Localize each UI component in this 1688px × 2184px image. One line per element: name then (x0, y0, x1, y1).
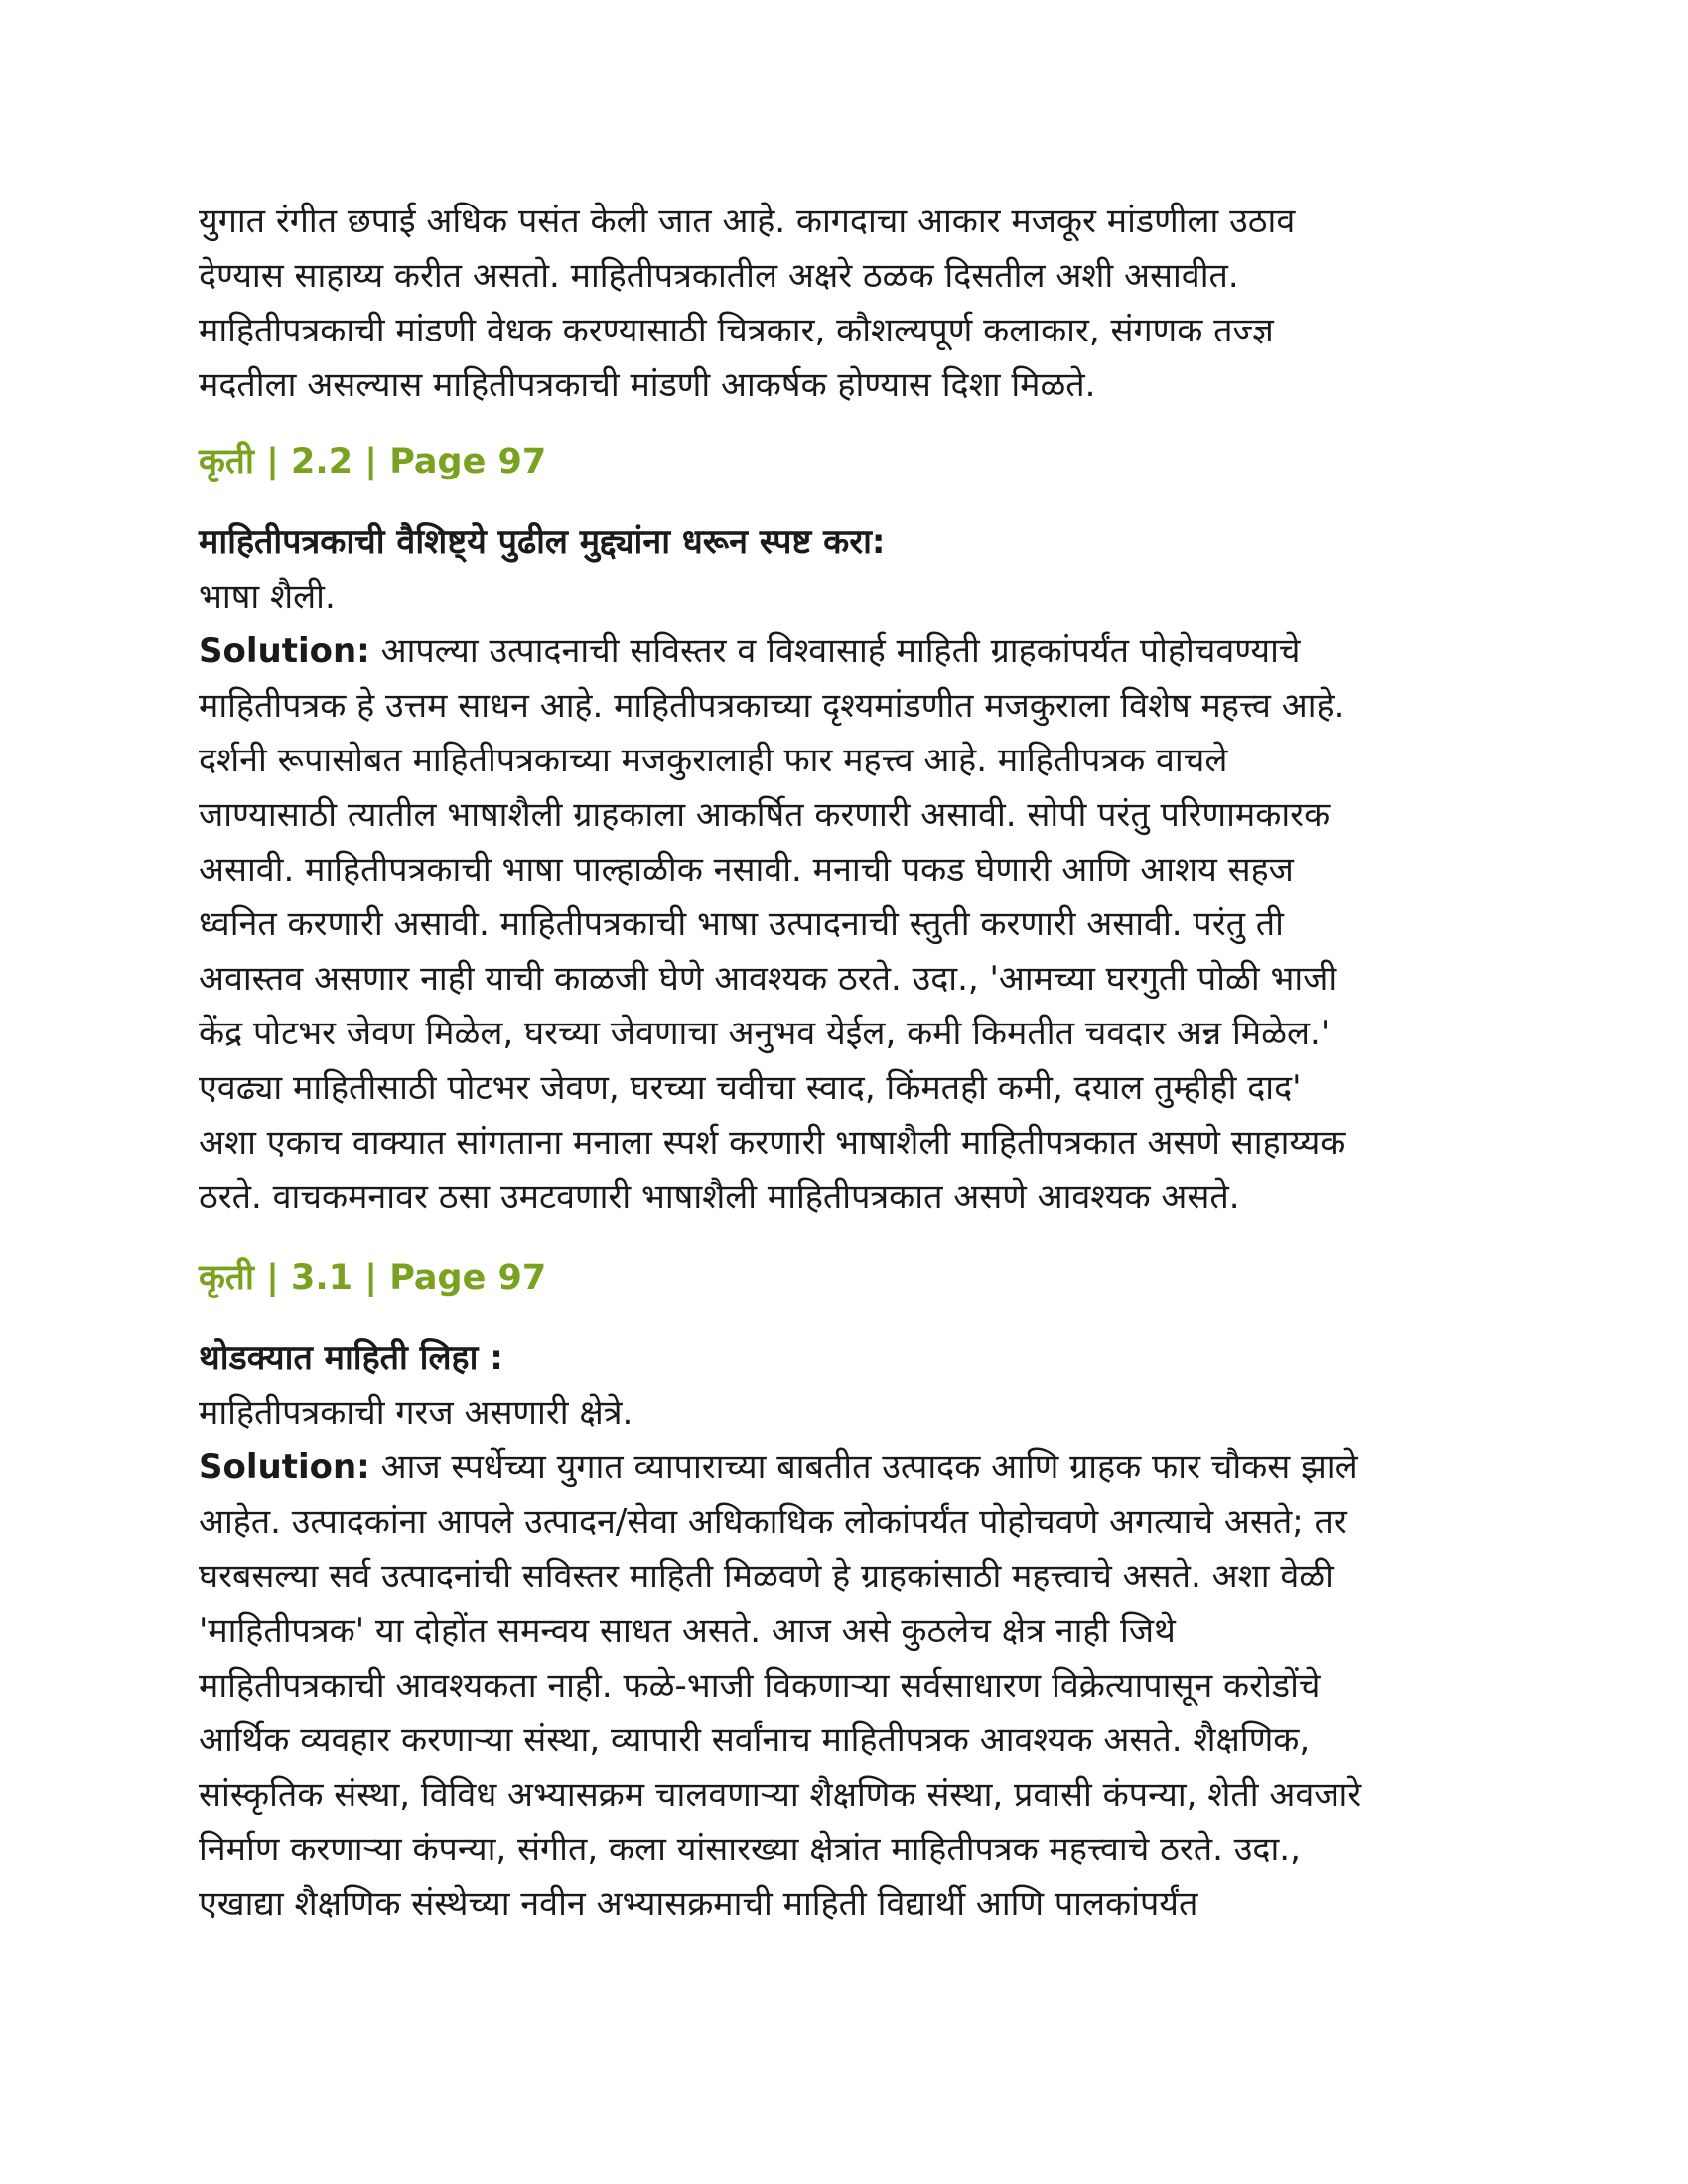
solution-line: केंद्र पोटभर जेवण मिळेल, घरच्या जेवणाचा अनुभव येईल, कमी किमतीत चवदार अन्न मिळेल.' (199, 1014, 1331, 1053)
solution-line: सांस्कृतिक संस्था, विविध अभ्यासक्रम चालवणाऱ्या शैक्षणिक संस्था, प्रवासी कंपन्या, शेती अवजारे (199, 1775, 1362, 1815)
solution-line: दर्शनी रूपासोबत माहितीपत्रकाच्या मजकुरालाही फार महत्त्व आहे. माहितीपत्रक वाचले (199, 741, 1228, 780)
question-title: माहितीपत्रकाची वैशिष्ट्ये पुढील मुद्द्यांना धरून स्पष्ट करा: (199, 522, 886, 562)
solution-line: एखाद्या शैक्षणिक संस्थेच्या नवीन अभ्यासक्रमाची माहिती विद्यार्थी आणि पालकांपर्यंत (199, 1884, 1198, 1924)
solution-line: जाण्यासाठी त्यातील भाषाशैली ग्राहकाला आकर्षित करणारी असावी. सोपी परंतु परिणामकारक (199, 795, 1331, 835)
solution-text: आपल्या उत्पादनाची सविस्तर व विश्वासार्ह माहिती ग्राहकांपर्यंत पोहोचवण्याचे (369, 631, 1301, 671)
solution-line: अशा एकाच वाक्यात सांगताना मनाला स्पर्श करणारी भाषाशैली माहितीपत्रकात असणे साहाय्यक (199, 1123, 1346, 1162)
intro-line: देण्यास साहाय्य करीत असतो. माहितीपत्रकातील अक्षरे ठळक दिसतील अशी असावीत. (199, 256, 1239, 296)
solution-text: आज स्पर्धेच्या युगात व्यापाराच्या बाबतीत उत्पादक आणि ग्राहक फार चौकस झाले (369, 1447, 1358, 1487)
document-page (199, 195, 1489, 1932)
solution-line: 'माहितीपत्रक' या दोहोंत समन्वय साधत असते. आज असे कुठलेच क्षेत्र नाही जिथे (199, 1611, 1176, 1651)
question-subtitle: माहितीपत्रकाची गरज असणारी क्षेत्रे. (199, 1393, 633, 1433)
solution-label: Solution: (199, 631, 370, 671)
intro-line: माहितीपत्रकाची मांडणी वेधक करण्यासाठी चित्रकार, कौशल्यपूर्ण कलाकार, संगणक तज्ज्ञ (199, 311, 1274, 350)
solution-line: ठरते. वाचकमनावर ठसा उमटवणारी भाषाशैली माहितीपत्रकात असणे आवश्यक असते. (199, 1177, 1240, 1217)
solution-line: निर्माण करणाऱ्या कंपन्या, संगीत, कला यांसारख्या क्षेत्रांत माहितीपत्रक महत्त्वाचे ठरते. उदा., (199, 1830, 1301, 1869)
solution-line: एवढ्या माहितीसाठी पोटभर जेवण, घरच्या चवीचा स्वाद, किंमतही कमी, दयाल तुम्हीही दाद' (199, 1068, 1302, 1108)
question-subtitle: भाषा शैली. (199, 577, 336, 616)
solution-line: अवास्तव असणार नाही याची काळजी घेणे आवश्यक ठरते. उदा., 'आमच्या घरगुती पोळी भाजी (199, 959, 1337, 999)
solution-paragraph (199, 624, 1489, 1225)
solution-line: माहितीपत्रक हे उत्तम साधन आहे. माहितीपत्रकाच्या दृश्यमांडणीत मजकुराला विशेष महत्त्व आहे. (199, 686, 1345, 726)
question-title: थोडक्यात माहिती लिहा : (199, 1338, 503, 1378)
solution-paragraph (199, 1440, 1489, 1932)
solution-line: आहेत. उत्पादकांना आपले उत्पादन/सेवा अधिकाधिक लोकांपर्यंत पोहोचवणे अगत्याचे असते; तर (199, 1502, 1347, 1542)
solution-line: माहितीपत्रकाची आवश्यकता नाही. फळे-भाजी विकणाऱ्या सर्वसाधारण विक्रेत्यापासून करोडोंचे (199, 1666, 1321, 1706)
solution-line: घरबसल्या सर्व उत्पादनांची सविस्तर माहिती मिळवणे हे ग्राहकांसाठी महत्त्वाचे असते. अशा वेळी (199, 1557, 1334, 1596)
intro-line: युगात रंगीत छपाई अधिक पसंत केली जात आहे. कागदाचा आकार मजकूर मांडणीला उठाव (199, 202, 1296, 241)
solution-line: असावी. माहितीपत्रकाची भाषा पाल्हाळीक नसावी. मनाची पकड घेणारी आणि आशय सहज (199, 850, 1294, 889)
activity-heading-3-1: कृती | 3.1 | Page 97 (199, 1258, 547, 1297)
intro-paragraph (199, 195, 1489, 413)
solution-line: ध्वनित करणारी असावी. माहितीपत्रकाची भाषा उत्पादनाची स्तुती करणारी असावी. परंतु ती (199, 904, 1284, 944)
solution-label: Solution: (199, 1447, 370, 1487)
solution-first-line (199, 1440, 1489, 1495)
solution-line: आर्थिक व्यवहार करणाऱ्या संस्था, व्यापारी सर्वांनाच माहितीपत्रक आवश्यक असते. शैक्षणिक, (199, 1720, 1311, 1760)
solution-first-line (199, 624, 1489, 679)
activity-heading-2-2: कृती | 2.2 | Page 97 (199, 442, 547, 481)
intro-line: मदतीला असल्यास माहितीपत्रकाची मांडणी आकर्षक होण्यास दिशा मिळते. (199, 365, 1096, 405)
